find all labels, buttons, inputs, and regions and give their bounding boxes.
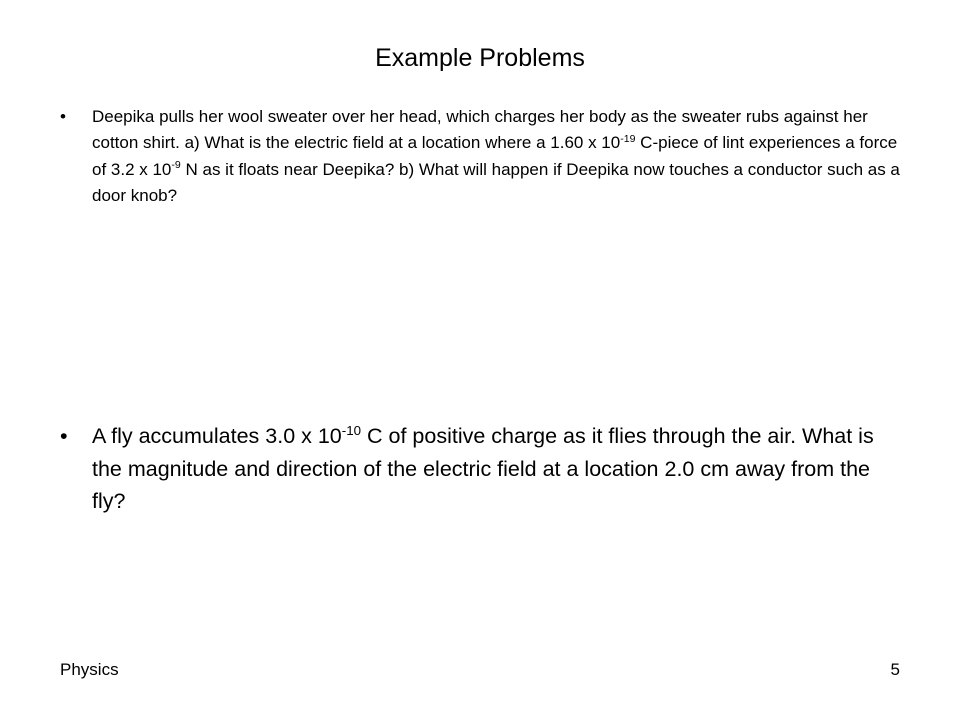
- problem-1-exponent-force: -9: [171, 159, 181, 172]
- slide-number: 5: [890, 660, 900, 679]
- problem-1-text-part-a: Deepika pulls her wool sweater over her head, which charges her body as the sweater rubs against her cotton shirt. a) What is the electric field at a location where a 1.60 x 10: [92, 107, 868, 153]
- problem-2-text-part-a: A fly accumulates 3.0 x 10: [92, 424, 342, 448]
- problem-1-exponent-charge: -19: [620, 132, 636, 145]
- problem-1-text-part-b: C-piece of lint experiences a force of 3.2 x 10: [92, 133, 898, 179]
- footer-subject: Physics: [60, 660, 119, 679]
- bullet-icon: •: [60, 424, 68, 448]
- problem-2-text-part-b: C of positive charge as it flies through the air. What is the magnitude and direction of the electric field at a location 2.0 cm away from the fly?: [92, 424, 874, 513]
- problem-1: [60, 104, 900, 210]
- problem-2: [60, 420, 900, 518]
- problem-1-text: [92, 104, 900, 210]
- problem-1-text-part-c: N as it floats near Deepika? b) What will happen if Deepika now touches a conductor such as a door knob?: [92, 159, 900, 206]
- problem-2-text: [92, 420, 900, 518]
- slide-title: Example Problems: [375, 44, 585, 72]
- bullet-icon: •: [60, 107, 66, 126]
- problem-2-exponent-charge: -10: [341, 422, 362, 438]
